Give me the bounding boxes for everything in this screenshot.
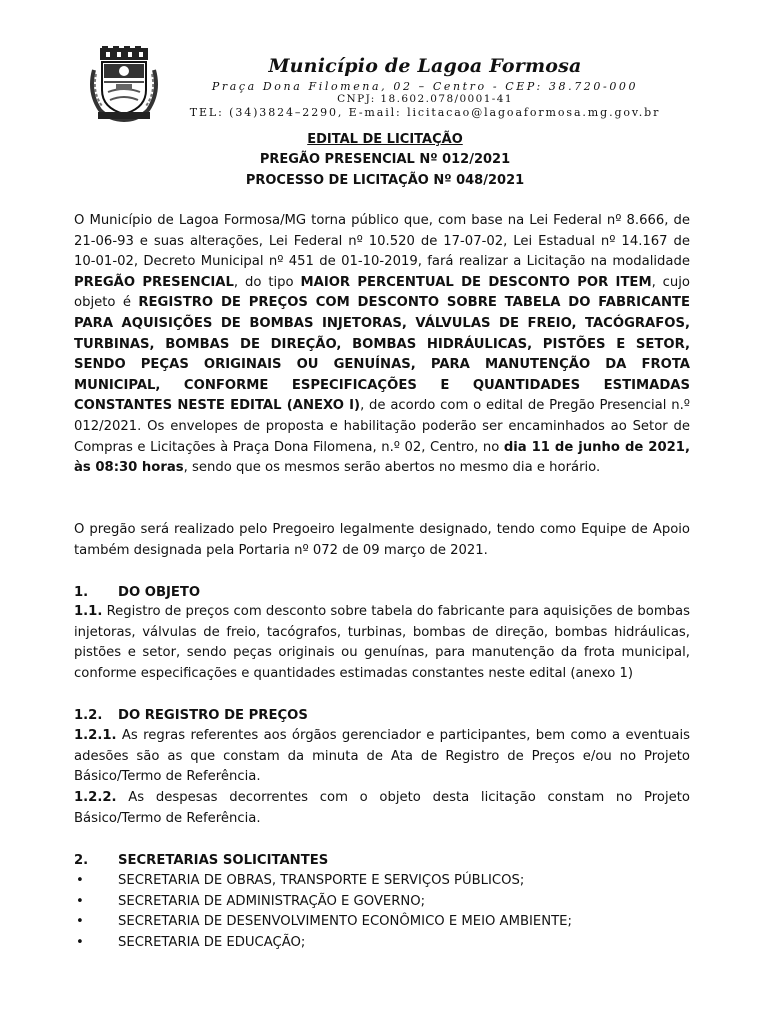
edital-title: EDITAL DE LICITAÇÃO	[307, 132, 463, 147]
section-title: DO OBJETO	[118, 585, 201, 600]
municipality-cnpj: CNPJ: 18.602.078/0001-41	[337, 93, 513, 105]
section-1-heading	[74, 583, 690, 604]
clause-1-1	[74, 602, 690, 684]
processo-number: PROCESSO DE LICITAÇÃO Nº 048/2021	[245, 173, 525, 188]
intro-text-5: , sendo que os mesmos serão abertos no mesmo dia e horário.	[183, 460, 601, 476]
municipal-coat-of-arms-icon	[86, 46, 162, 122]
municipality-contact: TEL: (34)3824–2290, E-mail: licitacao@lagoaformosa.mg.gov.br	[189, 106, 661, 119]
clause-number: 1.2.2.	[74, 790, 117, 805]
pregoeiro-paragraph: O pregão será realizado pelo Pregoeiro legalmente designado, tendo como Equipe de Apoio também designada pela Portaria nº 072 de 09 março de 2021.	[74, 522, 690, 558]
secretarias-list	[74, 871, 690, 953]
section-number: 1.	[74, 585, 89, 600]
section-number: 1.2.	[74, 708, 103, 723]
intro-paragraph	[74, 211, 690, 479]
intro-text-1: O Município de Lagoa Formosa/MG torna público que, com base na Lei Federal nº 8.666, de 21-06-93 e suas alterações, Lei Federal nº 10.520 de 17-07-02, Lei Estadual nº 14.167 de 10-01-02, Decreto Municipal nº 451 de 01-10-2019, fará realizar a Licitação na modalidade	[74, 213, 690, 270]
list-item	[74, 892, 690, 913]
bullet-icon: •	[76, 934, 84, 950]
clause-text: As regras referentes aos órgãos gerenciador e participantes, bem como a eventuais adesões são as que constam da minuta de Ata de Registro de Preços e/ou no Projeto Básico/Termo de Referência.	[74, 728, 690, 785]
list-item	[74, 912, 690, 933]
pregao-number: PREGÃO PRESENCIAL Nº 012/2021	[259, 152, 511, 167]
intro-bold-tipo: MAIOR PERCENTUAL DE DESCONTO POR ITEM	[300, 274, 652, 290]
clause-number: 1.2.1.	[74, 728, 117, 743]
intro-bold-objeto: REGISTRO DE PREÇOS COM DESCONTO SOBRE TABELA DO FABRICANTE PARA AQUISIÇÕES DE BOMBAS INJETORAS, VÁLVULAS DE FREIO, TACÓGRAFOS, TURBINAS, BOMBAS DE DIREÇÃO, BOMBAS HIDRÁULICAS, PISTÕES E SETOR, SENDO PEÇAS ORIGINAIS OU GENUÍNAS, PARA MANUTENÇÃO DA FROTA MUNICIPAL, CONFORME ESPECIFICAÇÕES E QUANTIDADES ESTIMADAS CONSTANTES NESTE EDITAL (ANEXO I)	[74, 295, 691, 414]
section-title: SECRETARIAS SOLICITANTES	[118, 853, 329, 868]
clause-1-2-1	[74, 726, 690, 788]
list-item	[74, 871, 690, 892]
section-2-heading	[74, 851, 690, 872]
intro-bold-date: dia 11 de junho de 2021, às 08:30 horas	[74, 439, 690, 476]
section-1-2-heading	[74, 706, 690, 727]
municipality-name: Município de Lagoa Formosa	[268, 55, 582, 77]
clause-1-2-2	[74, 788, 690, 829]
intro-text-2: , do tipo	[233, 274, 301, 290]
bullet-icon: •	[76, 914, 84, 930]
bullet-icon: •	[76, 873, 84, 888]
list-item-text: SECRETARIA DE EDUCAÇÃO;	[118, 934, 306, 950]
list-item-text: SECRETARIA DE DESENVOLVIMENTO ECONÔMICO E MEIO AMBIENTE;	[118, 914, 572, 930]
clause-number: 1.1.	[74, 604, 103, 619]
bullet-icon: •	[76, 893, 84, 909]
clause-text: As despesas decorrentes com o objeto desta licitação constam no Projeto Básico/Termo de Referência.	[74, 790, 690, 826]
intro-text-3: , cujo objeto é	[74, 274, 690, 311]
section-number: 2.	[74, 853, 89, 868]
list-item-text: SECRETARIA DE OBRAS, TRANSPORTE E SERVIÇOS PÚBLICOS;	[118, 873, 525, 888]
list-item	[74, 933, 690, 954]
clause-text: Registro de preços com desconto sobre tabela do fabricante para aquisições de bombas injetoras, válvulas de freio, tacógrafos, turbinas, bombas de direção, bombas hidráulicas, pistões e setor, sendo peças originais ou genuínas, para manutenção da frota municipal, conforme especificações e quantidades estimadas constantes neste edital (anexo 1)	[74, 604, 690, 681]
intro-text-4: , de acordo com o edital de Pregão Presencial n.º 012/2021. Os envelopes de proposta e habilitação poderão ser encaminhados ao Setor de Compras e Licitações à Praça Dona Filomena, n.º 02, Centro, no	[74, 398, 690, 455]
section-title: DO REGISTRO DE PREÇOS	[118, 708, 308, 723]
list-item-text: SECRETARIA DE ADMINISTRAÇÃO E GOVERNO;	[118, 893, 426, 909]
municipality-address: Praça Dona Filomena, 02 – Centro - CEP: 38.720-000	[211, 80, 639, 93]
intro-bold-modalidade: PREGÃO PRESENCIAL	[74, 274, 234, 290]
